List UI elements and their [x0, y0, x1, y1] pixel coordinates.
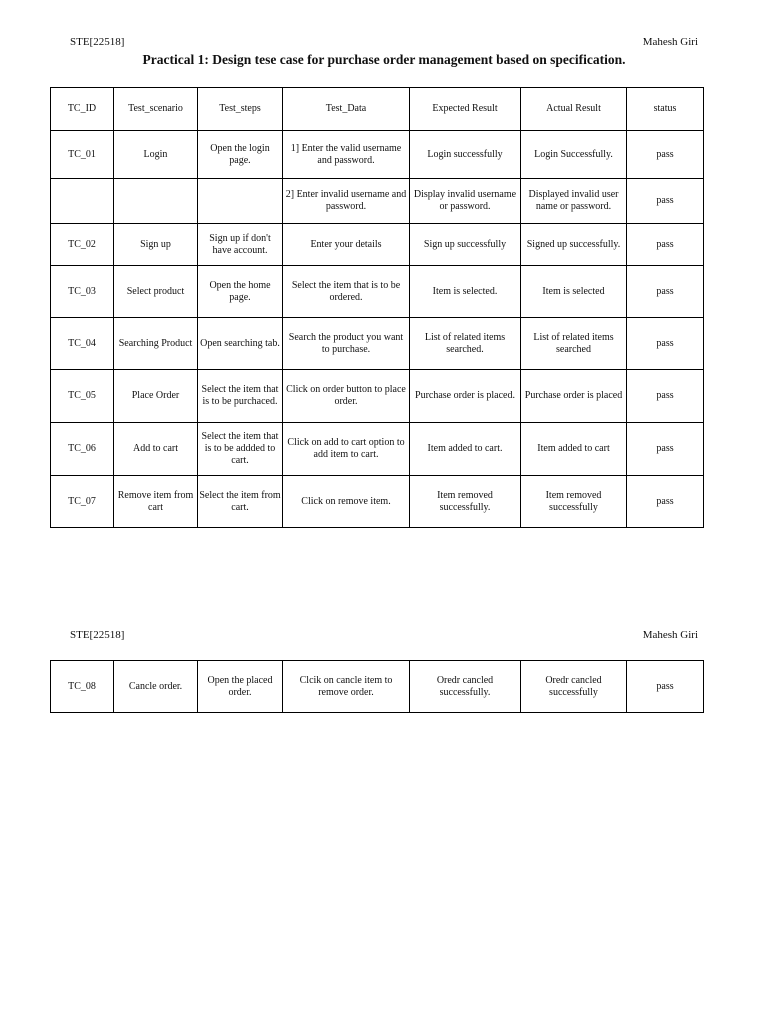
cell-status: pass [627, 266, 704, 318]
page2-header-right: Mahesh Giri [642, 629, 698, 641]
cell-status: pass [627, 224, 704, 266]
cell-test-steps [198, 179, 283, 224]
cell-test-data: Click on add to cart option to add item to cart. [283, 423, 410, 476]
cell-test-scenario: Select product [114, 266, 198, 318]
cell-status: pass [627, 423, 704, 476]
cell-expected-result: List of related items searched. [410, 318, 521, 370]
page2-header-left: STE[22518] [70, 629, 125, 641]
cell-test-scenario: Searching Product [114, 318, 198, 370]
cell-status: pass [627, 370, 704, 423]
cell-test-scenario [114, 179, 198, 224]
cell-actual-result: Oredr cancled successfully [521, 661, 627, 713]
cell-status: pass [627, 661, 704, 713]
col-header-actual-result: Actual Result [521, 88, 627, 131]
cell-actual-result: Item is selected [521, 266, 627, 318]
table-header-row [51, 88, 704, 131]
cell-test-steps: Select the item from cart. [198, 476, 283, 528]
table-row [51, 266, 704, 318]
cell-test-data: Click on remove item. [283, 476, 410, 528]
cell-test-data: Click on order button to place order. [283, 370, 410, 423]
table-row [51, 179, 704, 224]
cell-test-scenario: Place Order [114, 370, 198, 423]
cell-expected-result: Sign up successfully [410, 224, 521, 266]
cell-test-steps: Sign up if don't have account. [198, 224, 283, 266]
col-header-test-steps: Test_steps [198, 88, 283, 131]
table-row [51, 318, 704, 370]
table-row [51, 224, 704, 266]
cell-test-data: Enter your details [283, 224, 410, 266]
page-title: Practical 1: Design tese case for purchase order management based on specification. [142, 52, 626, 67]
table-row [51, 476, 704, 528]
test-case-table-continued [50, 660, 704, 713]
col-header-test-data: Test_Data [283, 88, 410, 131]
cell-tc-id [51, 179, 114, 224]
cell-status: pass [627, 476, 704, 528]
cell-actual-result: Purchase order is placed [521, 370, 627, 423]
table-row [51, 131, 704, 179]
cell-test-scenario: Login [114, 131, 198, 179]
cell-test-data: Search the product you want to purchase. [283, 318, 410, 370]
cell-test-data: 1] Enter the valid username and password. [283, 131, 410, 179]
cell-status: pass [627, 179, 704, 224]
cell-actual-result: Item removed successfully [521, 476, 627, 528]
cell-actual-result: Item added to cart [521, 423, 627, 476]
cell-actual-result: List of related items searched [521, 318, 627, 370]
cell-tc-id: TC_07 [51, 476, 114, 528]
cell-expected-result: Item removed successfully. [410, 476, 521, 528]
cell-tc-id: TC_01 [51, 131, 114, 179]
test-case-table [50, 87, 704, 528]
cell-tc-id: TC_05 [51, 370, 114, 423]
col-header-test-scenario: Test_scenario [114, 88, 198, 131]
cell-expected-result: Display invalid username or password. [410, 179, 521, 224]
cell-expected-result: Purchase order is placed. [410, 370, 521, 423]
cell-test-steps: Open the home page. [198, 266, 283, 318]
cell-tc-id: TC_03 [51, 266, 114, 318]
cell-test-data: Clcik on cancle item to remove order. [283, 661, 410, 713]
page1-header-left: STE[22518] [70, 36, 125, 48]
cell-actual-result: Signed up successfully. [521, 224, 627, 266]
cell-test-scenario: Add to cart [114, 423, 198, 476]
col-header-expected-result: Expected Result [410, 88, 521, 131]
cell-test-steps: Select the item that is to be addded to cart. [198, 423, 283, 476]
cell-test-data: Select the item that is to be ordered. [283, 266, 410, 318]
cell-tc-id: TC_04 [51, 318, 114, 370]
cell-actual-result: Login Successfully. [521, 131, 627, 179]
cell-test-scenario: Cancle order. [114, 661, 198, 713]
cell-test-steps: Select the item that is to be purchaced. [198, 370, 283, 423]
cell-expected-result: Oredr cancled successfully. [410, 661, 521, 713]
table-row [51, 370, 704, 423]
cell-actual-result: Displayed invalid user name or password. [521, 179, 627, 224]
col-header-status: status [627, 88, 704, 131]
cell-tc-id: TC_06 [51, 423, 114, 476]
cell-test-scenario: Sign up [114, 224, 198, 266]
table-row [51, 423, 704, 476]
cell-status: pass [627, 131, 704, 179]
page1-header-right: Mahesh Giri [642, 36, 698, 48]
col-header-tc-id: TC_ID [51, 88, 114, 131]
cell-tc-id: TC_02 [51, 224, 114, 266]
cell-test-data: 2] Enter invalid username and password. [283, 179, 410, 224]
table-row [51, 661, 704, 713]
cell-expected-result: Item added to cart. [410, 423, 521, 476]
cell-expected-result: Item is selected. [410, 266, 521, 318]
cell-status: pass [627, 318, 704, 370]
cell-test-scenario: Remove item from cart [114, 476, 198, 528]
cell-test-steps: Open the login page. [198, 131, 283, 179]
cell-test-steps: Open the placed order. [198, 661, 283, 713]
cell-expected-result: Login successfully [410, 131, 521, 179]
cell-tc-id: TC_08 [51, 661, 114, 713]
cell-test-steps: Open searching tab. [198, 318, 283, 370]
